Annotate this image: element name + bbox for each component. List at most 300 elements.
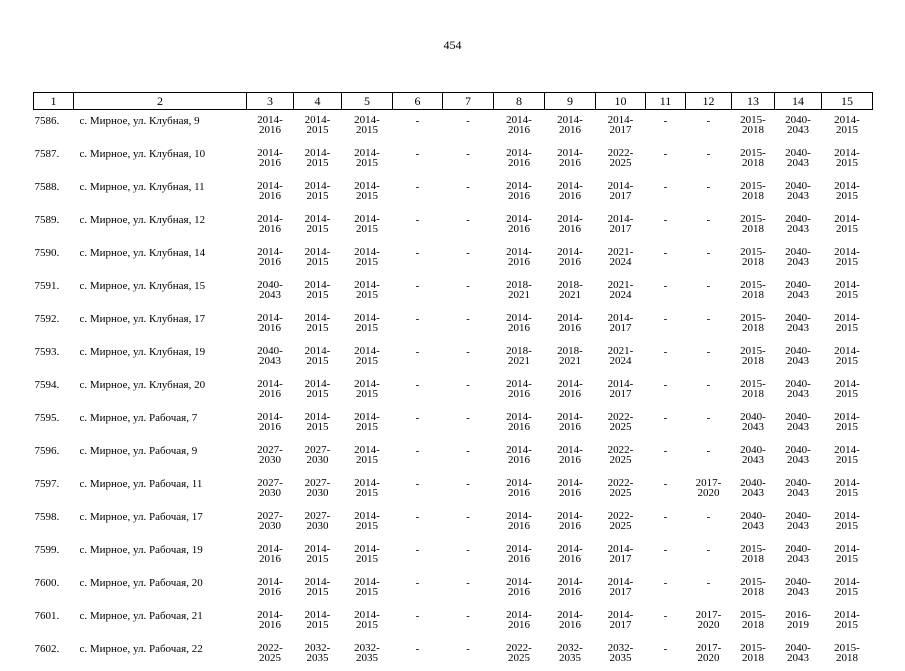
period-start: 2040- [775,346,822,356]
cell-col-5 [342,407,393,440]
period-start: 2014- [294,313,342,323]
cell-col-15 [822,308,873,341]
cell-col-8 [494,572,545,605]
period-end: 2018 [732,653,775,663]
cell-col-14 [775,638,822,671]
period-end: 2030 [294,521,342,531]
cell-col-9 [545,308,596,341]
period-end: 2015 [822,488,873,498]
period-end: 2043 [247,290,294,300]
period-end: 2018 [822,653,873,663]
cell-col-5 [342,638,393,671]
period-end: 2015 [342,521,393,531]
cell-col-8 [494,374,545,407]
cell-col-13 [732,308,775,341]
period-start: 2040- [732,511,775,521]
cell-col-11: - [646,308,686,341]
period-end: 2015 [294,125,342,135]
period-end: 2015 [294,224,342,234]
period-end: 2018 [732,191,775,201]
table-row [34,242,873,275]
period-start: 2021- [596,247,646,257]
period-end: 2016 [545,488,596,498]
period-end: 2043 [775,257,822,267]
cell-col-15 [822,440,873,473]
period-end: 2016 [545,587,596,597]
cell-col-4 [294,440,342,473]
period-start: 2015- [732,577,775,587]
cell-col-7: - [443,308,494,341]
period-end: 2015 [342,356,393,366]
period-end: 2018 [732,620,775,630]
column-header-7: 7 [443,93,494,110]
period-start: 2014- [822,181,873,191]
cell-col-4 [294,143,342,176]
period-end: 2015 [822,521,873,531]
cell-col-11: - [646,209,686,242]
period-end: 2016 [247,125,294,135]
period-start: 2014- [822,280,873,290]
period-start: 2014- [342,412,393,422]
period-start: 2040- [732,445,775,455]
cell-col-14 [775,473,822,506]
cell-col-15 [822,341,873,374]
table-row [34,539,873,572]
cell-col-7: - [443,473,494,506]
cell-col-3 [247,143,294,176]
cell-col-13 [732,473,775,506]
period-start: 2014- [545,214,596,224]
cell-col-3 [247,110,294,144]
period-end: 2024 [596,290,646,300]
period-start: 2014- [342,445,393,455]
period-end: 2015 [342,389,393,399]
period-end: 2016 [247,389,294,399]
period-end: 2015 [294,389,342,399]
period-end: 2043 [775,356,822,366]
period-start: 2015- [732,247,775,257]
period-start: 2040- [775,643,822,653]
table-row [34,110,873,144]
cell-col-15 [822,539,873,572]
period-end: 2017 [596,587,646,597]
period-start: 2014- [294,280,342,290]
period-end: 2015 [822,554,873,564]
period-start: 2015- [732,280,775,290]
cell-col-6: - [393,308,443,341]
period-end: 2043 [775,653,822,663]
cell-col-13 [732,539,775,572]
period-start: 2014- [822,379,873,389]
column-header-8: 8 [494,93,545,110]
cell-col-12 [686,605,732,638]
period-start: 2014- [342,544,393,554]
period-start: 2027- [247,478,294,488]
column-header-1: 1 [34,93,74,110]
period-start: 2027- [247,511,294,521]
cell-col-5 [342,341,393,374]
cell-col-9 [545,275,596,308]
column-header-12: 12 [686,93,732,110]
cell-col-5 [342,572,393,605]
cell-col-4 [294,605,342,638]
period-end: 2018 [732,257,775,267]
cell-col-12: - [686,506,732,539]
cell-col-7: - [443,110,494,144]
period-start: 2014- [822,247,873,257]
period-end: 2043 [775,224,822,234]
cell-col-14 [775,539,822,572]
cell-col-12: - [686,572,732,605]
period-end: 2020 [686,620,732,630]
cell-col-8 [494,308,545,341]
period-end: 2043 [732,488,775,498]
cell-col-14 [775,605,822,638]
period-end: 2025 [596,521,646,531]
cell-col-4 [294,341,342,374]
row-number: 7595. [34,407,74,440]
cell-col-4 [294,110,342,144]
cell-col-9 [545,638,596,671]
cell-col-6: - [393,275,443,308]
table-row [34,341,873,374]
period-end: 2018 [732,125,775,135]
cell-col-14 [775,374,822,407]
period-end: 2021 [545,290,596,300]
period-start: 2014- [342,313,393,323]
period-end: 2017 [596,620,646,630]
cell-col-8 [494,110,545,144]
period-start: 2014- [494,445,545,455]
period-start: 2014- [342,379,393,389]
row-number: 7601. [34,605,74,638]
period-end: 2043 [732,422,775,432]
cell-col-5 [342,539,393,572]
period-end: 2015 [342,620,393,630]
period-start: 2014- [294,379,342,389]
period-start: 2014- [494,214,545,224]
cell-col-15 [822,407,873,440]
period-end: 2016 [247,224,294,234]
table-header [34,93,873,110]
cell-col-6: - [393,506,443,539]
cell-col-13 [732,638,775,671]
cell-col-15 [822,176,873,209]
period-start: 2014- [494,544,545,554]
period-start: 2014- [596,544,646,554]
row-address: с. Мирное, ул. Клубная, 20 [74,374,247,407]
cell-col-8 [494,407,545,440]
row-number: 7594. [34,374,74,407]
cell-col-6: - [393,209,443,242]
cell-col-12: - [686,374,732,407]
period-start: 2014- [822,544,873,554]
cell-col-4 [294,407,342,440]
period-end: 2016 [545,125,596,135]
period-end: 2015 [822,125,873,135]
cell-col-6: - [393,572,443,605]
cell-col-15 [822,374,873,407]
period-start: 2022- [596,511,646,521]
period-end: 2043 [775,488,822,498]
cell-col-7: - [443,506,494,539]
cell-col-7: - [443,341,494,374]
period-end: 2015 [342,158,393,168]
period-start: 2040- [775,379,822,389]
cell-col-8 [494,605,545,638]
cell-col-10 [596,374,646,407]
period-end: 2015 [294,554,342,564]
period-end: 2015 [822,290,873,300]
period-start: 2014- [494,181,545,191]
period-start: 2022- [596,412,646,422]
period-end: 2015 [294,356,342,366]
row-number: 7597. [34,473,74,506]
row-address: с. Мирное, ул. Клубная, 17 [74,308,247,341]
row-address: с. Мирное, ул. Рабочая, 17 [74,506,247,539]
period-start: 2014- [596,313,646,323]
row-address: с. Мирное, ул. Клубная, 19 [74,341,247,374]
period-start: 2015- [822,643,873,653]
period-end: 2016 [247,323,294,333]
period-end: 2015 [342,191,393,201]
cell-col-13 [732,275,775,308]
period-end: 2016 [494,554,545,564]
cell-col-6: - [393,440,443,473]
period-end: 2015 [342,323,393,333]
row-address: с. Мирное, ул. Рабочая, 21 [74,605,247,638]
period-end: 2016 [545,554,596,564]
cell-col-11: - [646,440,686,473]
cell-col-4 [294,572,342,605]
period-start: 2015- [732,214,775,224]
table-row [34,374,873,407]
cell-col-9 [545,242,596,275]
row-number: 7592. [34,308,74,341]
row-address: с. Мирное, ул. Клубная, 12 [74,209,247,242]
period-start: 2014- [822,511,873,521]
period-end: 2035 [342,653,393,663]
table-row [34,407,873,440]
period-start: 2014- [545,478,596,488]
header-row [34,93,873,110]
cell-col-5 [342,605,393,638]
period-end: 2025 [494,653,545,663]
cell-col-15 [822,473,873,506]
period-start: 2015- [732,148,775,158]
cell-col-13 [732,209,775,242]
period-end: 2043 [775,554,822,564]
period-start: 2014- [247,148,294,158]
cell-col-12 [686,473,732,506]
cell-col-10 [596,176,646,209]
period-end: 2016 [545,158,596,168]
cell-col-12: - [686,407,732,440]
period-start: 2040- [775,247,822,257]
cell-col-8 [494,242,545,275]
period-end: 2015 [822,455,873,465]
period-start: 2027- [294,511,342,521]
cell-col-4 [294,176,342,209]
period-start: 2017- [686,610,732,620]
period-start: 2014- [596,214,646,224]
cell-col-14 [775,242,822,275]
period-end: 2016 [545,389,596,399]
cell-col-5 [342,176,393,209]
period-start: 2014- [545,544,596,554]
row-number: 7599. [34,539,74,572]
cell-col-9 [545,440,596,473]
period-start: 2040- [775,148,822,158]
period-start: 2021- [596,346,646,356]
row-address: с. Мирное, ул. Клубная, 10 [74,143,247,176]
period-end: 2043 [247,356,294,366]
table-row [34,638,873,671]
period-start: 2015- [732,544,775,554]
cell-col-8 [494,275,545,308]
cell-col-6: - [393,638,443,671]
period-start: 2014- [247,379,294,389]
cell-col-12: - [686,242,732,275]
cell-col-7: - [443,407,494,440]
period-end: 2015 [294,158,342,168]
cell-col-9 [545,572,596,605]
cell-col-10 [596,275,646,308]
period-end: 2025 [596,455,646,465]
period-end: 2015 [342,125,393,135]
cell-col-7: - [443,572,494,605]
table-row [34,176,873,209]
period-start: 2014- [494,610,545,620]
period-end: 2016 [494,323,545,333]
column-header-6: 6 [393,93,443,110]
cell-col-3 [247,209,294,242]
cell-col-15 [822,110,873,144]
cell-col-11: - [646,242,686,275]
cell-col-13 [732,407,775,440]
period-end: 2043 [775,389,822,399]
cell-col-11: - [646,605,686,638]
row-number: 7589. [34,209,74,242]
period-end: 2043 [775,158,822,168]
period-end: 2015 [342,488,393,498]
cell-col-8 [494,473,545,506]
row-number: 7587. [34,143,74,176]
period-start: 2014- [494,412,545,422]
column-header-2: 2 [74,93,247,110]
cell-col-9 [545,143,596,176]
cell-col-15 [822,572,873,605]
period-start: 2017- [686,478,732,488]
period-end: 2016 [494,521,545,531]
cell-col-11: - [646,539,686,572]
period-start: 2014- [545,313,596,323]
period-end: 2015 [822,389,873,399]
period-end: 2016 [247,191,294,201]
period-end: 2021 [545,356,596,366]
cell-col-14 [775,440,822,473]
cell-col-7: - [443,209,494,242]
period-end: 2015 [342,587,393,597]
period-start: 2014- [822,148,873,158]
period-end: 2030 [247,488,294,498]
period-start: 2014- [545,115,596,125]
cell-col-4 [294,308,342,341]
period-start: 2018- [494,346,545,356]
period-start: 2014- [494,577,545,587]
period-end: 2018 [732,587,775,597]
period-start: 2014- [342,214,393,224]
period-end: 2016 [545,191,596,201]
cell-col-13 [732,242,775,275]
cell-col-5 [342,308,393,341]
cell-col-14 [775,209,822,242]
period-start: 2040- [775,313,822,323]
period-end: 2015 [822,257,873,267]
cell-col-12: - [686,539,732,572]
period-start: 2015- [732,346,775,356]
cell-col-8 [494,209,545,242]
period-start: 2022- [494,643,545,653]
cell-col-12: - [686,143,732,176]
cell-col-13 [732,572,775,605]
period-end: 2025 [596,422,646,432]
cell-col-3 [247,473,294,506]
cell-col-12: - [686,440,732,473]
cell-col-15 [822,605,873,638]
period-start: 2018- [545,280,596,290]
period-end: 2015 [342,224,393,234]
period-start: 2040- [775,544,822,554]
period-end: 2015 [822,422,873,432]
period-end: 2016 [545,257,596,267]
cell-col-4 [294,242,342,275]
row-address: с. Мирное, ул. Рабочая, 19 [74,539,247,572]
period-end: 2025 [596,488,646,498]
cell-col-14 [775,572,822,605]
period-start: 2022- [596,478,646,488]
period-start: 2027- [247,445,294,455]
cell-col-14 [775,275,822,308]
cell-col-15 [822,275,873,308]
period-start: 2022- [596,148,646,158]
period-start: 2014- [822,115,873,125]
cell-col-15 [822,209,873,242]
cell-col-6: - [393,341,443,374]
row-number: 7602. [34,638,74,671]
period-end: 2043 [775,455,822,465]
column-header-11: 11 [646,93,686,110]
cell-col-13 [732,506,775,539]
period-start: 2014- [822,610,873,620]
period-start: 2014- [822,313,873,323]
period-start: 2015- [732,379,775,389]
table-row [34,473,873,506]
period-end: 2015 [822,356,873,366]
period-start: 2018- [494,280,545,290]
cell-col-8 [494,506,545,539]
period-end: 2017 [596,389,646,399]
period-end: 2015 [822,191,873,201]
period-start: 2014- [545,445,596,455]
row-number: 7586. [34,110,74,144]
period-end: 2015 [294,422,342,432]
period-end: 2016 [494,422,545,432]
cell-col-5 [342,110,393,144]
cell-col-3 [247,308,294,341]
period-end: 2016 [545,521,596,531]
period-end: 2043 [775,290,822,300]
